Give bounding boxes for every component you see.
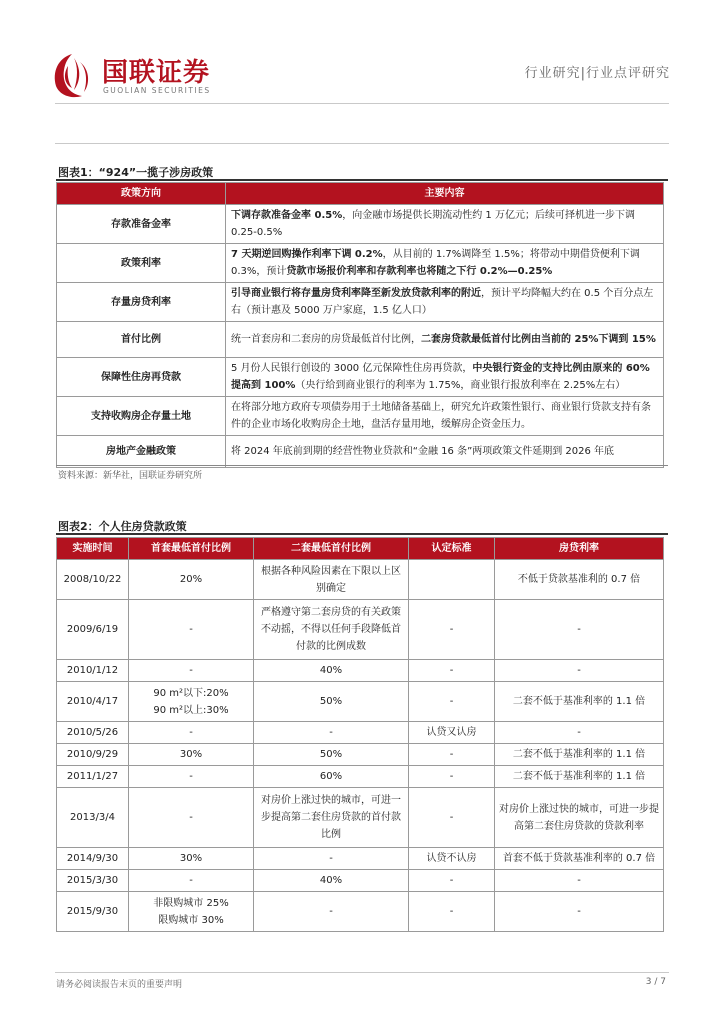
rate-cell: -: [495, 600, 664, 660]
standard-cell: 认贷不认房: [409, 848, 495, 870]
date-cell: 2010/4/17: [57, 682, 129, 722]
standard-cell: -: [409, 870, 495, 892]
date-cell: 2014/9/30: [57, 848, 129, 870]
date-cell: 2010/1/12: [57, 660, 129, 682]
page-number: 3 / 7: [645, 977, 666, 987]
table-row: [57, 600, 664, 660]
standard-cell: -: [409, 660, 495, 682]
figure1-source: 资料来源：新华社，国联证券研究所: [58, 471, 203, 481]
second-down-cell: 严格遵守第二套房贷的有关政策不动摇，不得以任何手段降低首付款的比例成数: [254, 600, 409, 660]
first-down-cell: -: [129, 766, 254, 788]
policy-content: 将 2024 年底前到期的经营性物业贷款和“金融 16 条”两项政策文件延期到 2026 年底: [226, 436, 664, 468]
standard-cell: -: [409, 766, 495, 788]
policy-direction: 保障性住房再贷款: [57, 358, 226, 397]
table-row: [57, 244, 664, 283]
column-header-content: 主要内容: [226, 183, 664, 205]
policy-content: 引导商业银行将存量房贷利率降至新发放贷款利率的附近，预计平均降幅大约在 0.5 个百分点左右（预计惠及 5000 万户家庭，1.5 亿人口）: [226, 283, 664, 322]
first-down-cell: -: [129, 788, 254, 848]
date-cell: 2015/3/30: [57, 870, 129, 892]
policy-table: [56, 182, 664, 468]
column-header-date: 实施时间: [57, 538, 129, 560]
policy-content: 5 月份人民银行创设的 3000 亿元保障性住房再贷款，中央银行资金的支持比例由原来的 60%提高到 100%（央行给到商业银行的利率为 1.75%，商业银行报放利率在 2.25%左右）: [226, 358, 664, 397]
standard-cell: 认贷又认房: [409, 722, 495, 744]
policy-content: 7 天期逆回购操作利率下调 0.2%，从目前的 1.7%调降至 1.5%；将带动中期借贷便利下调 0.3%，预计贷款市场报价利率和存款利率也将随之下行 0.2%—0.25%: [226, 244, 664, 283]
table-row: [57, 358, 664, 397]
table-row: [57, 682, 664, 722]
standard-cell: -: [409, 788, 495, 848]
table-row: [57, 870, 664, 892]
rate-cell: 二套不低于基准利率的 1.1 倍: [495, 744, 664, 766]
figure1-title: 图表1：“924”一揽子涉房政策: [58, 166, 214, 179]
second-down-cell: 根据各种风险因素在下限以上区别确定: [254, 560, 409, 600]
table-row: [57, 397, 664, 436]
table-row: [57, 766, 664, 788]
standard-cell: -: [409, 682, 495, 722]
footer-disclaimer: 请务必阅读报告末页的重要声明: [56, 980, 183, 990]
rate-cell: 二套不低于基准利率的 1.1 倍: [495, 682, 664, 722]
company-logo: [50, 52, 240, 100]
date-cell: 2008/10/22: [57, 560, 129, 600]
standard-cell: [409, 560, 495, 600]
second-down-cell: 50%: [254, 682, 409, 722]
rate-cell: 对房价上涨过快的城市，可进一步提高第二套住房贷款的贷款利率: [495, 788, 664, 848]
table-row: [57, 660, 664, 682]
mortgage-policy-table: [56, 537, 664, 932]
policy-table-header: [57, 183, 664, 205]
date-cell: 2013/3/4: [57, 788, 129, 848]
section-divider: [55, 143, 669, 144]
rate-cell: 首套不低于贷款基准利率的 0.7 倍: [495, 848, 664, 870]
table-row: [57, 322, 664, 358]
figure1-rule: [56, 179, 668, 181]
standard-cell: -: [409, 600, 495, 660]
rate-cell: 不低于贷款基准利的 0.7 倍: [495, 560, 664, 600]
date-cell: 2011/1/27: [57, 766, 129, 788]
first-down-cell: 30%: [129, 848, 254, 870]
table-row: [57, 744, 664, 766]
table-row: [57, 205, 664, 244]
date-cell: 2010/5/26: [57, 722, 129, 744]
company-name-cn: 国联证券: [102, 58, 211, 88]
second-down-cell: -: [254, 848, 409, 870]
first-down-cell: -: [129, 722, 254, 744]
rate-cell: -: [495, 660, 664, 682]
footer-divider: [55, 972, 669, 973]
table-row: [57, 722, 664, 744]
date-cell: 2010/9/29: [57, 744, 129, 766]
table-row: [57, 788, 664, 848]
second-down-cell: 50%: [254, 744, 409, 766]
mortgage-table-header: [57, 538, 664, 560]
table-row: [57, 436, 664, 468]
second-down-cell: 40%: [254, 870, 409, 892]
second-down-cell: 对房价上涨过快的城市，可进一步提高第二套住房贷款的首付款比例: [254, 788, 409, 848]
page-header: [0, 0, 724, 110]
guolian-logo-icon: [50, 52, 94, 100]
policy-direction: 首付比例: [57, 322, 226, 358]
second-down-cell: 60%: [254, 766, 409, 788]
column-header-standard: 认定标准: [409, 538, 495, 560]
policy-content: 在将部分地方政府专项债券用于土地储备基础上，研究允许政策性银行、商业银行贷款支持有条件的企业市场化收购房企土地，盘活存量用地，缓解房企资金压力。: [226, 397, 664, 436]
first-down-cell: 非限购城市 25% 限购城市 30%: [129, 892, 254, 932]
policy-direction: 支持收购房企存量土地: [57, 397, 226, 436]
figure2-title: 图表2：个人住房贷款政策: [58, 520, 187, 533]
second-down-cell: -: [254, 892, 409, 932]
date-cell: 2015/9/30: [57, 892, 129, 932]
document-type: 行业研究|行业点评研究: [524, 66, 670, 81]
header-divider: [55, 103, 669, 104]
first-down-cell: 20%: [129, 560, 254, 600]
column-header-direction: 政策方向: [57, 183, 226, 205]
first-down-cell: -: [129, 600, 254, 660]
table-row: [57, 892, 664, 932]
first-down-cell: 90 m²以下:20% 90 m²以上:30%: [129, 682, 254, 722]
second-down-cell: -: [254, 722, 409, 744]
table-row: [57, 560, 664, 600]
company-name-en: GUOLIAN SECURITIES: [103, 86, 211, 95]
rate-cell: -: [495, 722, 664, 744]
policy-direction: 房地产金融政策: [57, 436, 226, 468]
figure1-source-rule: [56, 465, 668, 466]
rate-cell: -: [495, 870, 664, 892]
rate-cell: -: [495, 892, 664, 932]
policy-content: 下调存款准备金率 0.5%，向金融市场提供长期流动性约 1 万亿元；后续可择机进一步下调 0.25-0.5%: [226, 205, 664, 244]
policy-content: 统一首套房和二套房的房贷最低首付比例，二套房贷款最低首付比例由当前的 25%下调到 15%: [226, 322, 664, 358]
policy-direction: 政策利率: [57, 244, 226, 283]
standard-cell: -: [409, 892, 495, 932]
first-down-cell: -: [129, 870, 254, 892]
column-header-second-down: 二套最低首付比例: [254, 538, 409, 560]
first-down-cell: -: [129, 660, 254, 682]
date-cell: 2009/6/19: [57, 600, 129, 660]
standard-cell: -: [409, 744, 495, 766]
column-header-first-down: 首套最低首付比例: [129, 538, 254, 560]
table-row: [57, 283, 664, 322]
first-down-cell: 30%: [129, 744, 254, 766]
second-down-cell: 40%: [254, 660, 409, 682]
policy-direction: 存量房贷利率: [57, 283, 226, 322]
figure2-rule: [56, 533, 668, 535]
policy-direction: 存款准备金率: [57, 205, 226, 244]
table-row: [57, 848, 664, 870]
column-header-rate: 房贷利率: [495, 538, 664, 560]
rate-cell: 二套不低于基准利率的 1.1 倍: [495, 766, 664, 788]
